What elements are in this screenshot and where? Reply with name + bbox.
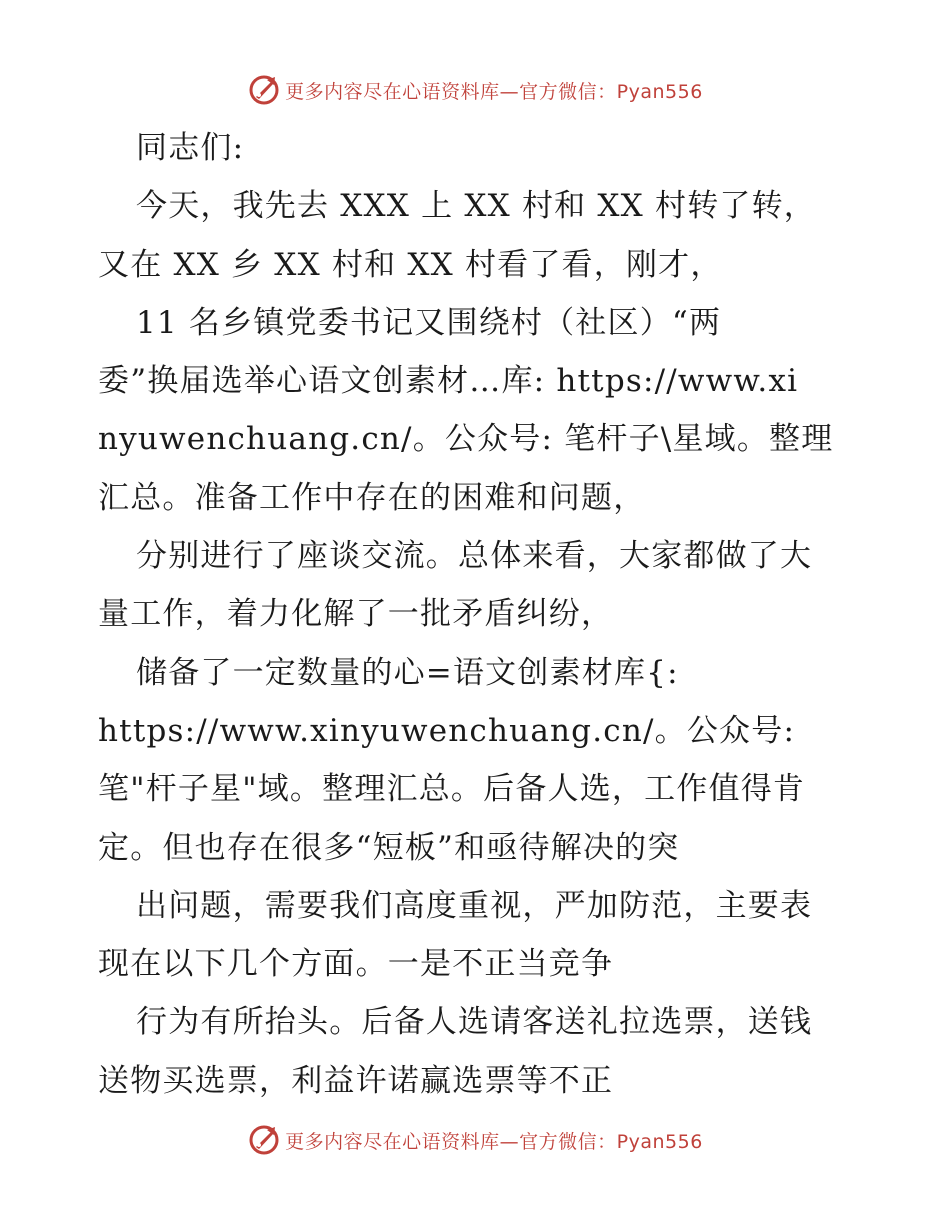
- text-line: 11 名乡镇党委书记又围绕村（社区）“两: [136, 304, 722, 341]
- text-line: 送物买选票，利益许诺赢选票等不正: [98, 1062, 614, 1099]
- document-body: [98, 119, 858, 1110]
- text-line: 笔"杆子星"域。整理汇总。后备人选，工作值得肯: [98, 771, 806, 808]
- text-line: 行为有所抬头。后备人选请客送礼拉选票，送钱: [136, 1004, 813, 1041]
- text-line: 分别进行了座谈交流。总体来看，大家都做了大: [136, 538, 813, 575]
- text-line: nyuwenchuang.cn/。公众号: 笔杆子\星域。整理: [98, 421, 834, 458]
- text-line: 储备了一定数量的心=语文创素材库{:: [136, 654, 679, 691]
- quill-logo-icon: [247, 1123, 281, 1157]
- text-line: 又在 XX 乡 XX 村和 XX 村看了看，刚才，: [98, 246, 723, 283]
- text-line: 今天，我先去 XXX 上 XX 村和 XX 村转了转，: [136, 188, 817, 225]
- header-banner-text: 更多内容尽在心语资料库—官方微信：Pyan556: [285, 80, 703, 103]
- text-line: 出问题，需要我们高度重视，严加防范，主要表: [136, 887, 813, 924]
- footer-banner-text: 更多内容尽在心语资料库—官方微信：Pyan556: [285, 1130, 703, 1153]
- header-banner: [0, 70, 950, 110]
- text-line: https://www.xinyuwenchuang.cn/。公众号:: [98, 712, 796, 749]
- quill-logo-icon: [247, 73, 281, 107]
- footer-banner: [0, 1120, 950, 1160]
- text-line: 委”换届选举心语文创素材…库: https://www.xi: [98, 363, 799, 400]
- text-line: 汇总。准备工作中存在的困难和问题，: [98, 479, 646, 516]
- text-line: 量工作，着力化解了一批矛盾纠纷，: [98, 596, 614, 633]
- text-line: 同志们:: [136, 130, 245, 166]
- header-banner-inner: [247, 73, 703, 107]
- footer-banner-inner: [247, 1123, 703, 1157]
- text-line: 现在以下几个方面。一是不正当竞争: [98, 946, 614, 983]
- text-line: 定。但也存在很多“短板”和亟待解决的突: [98, 829, 680, 866]
